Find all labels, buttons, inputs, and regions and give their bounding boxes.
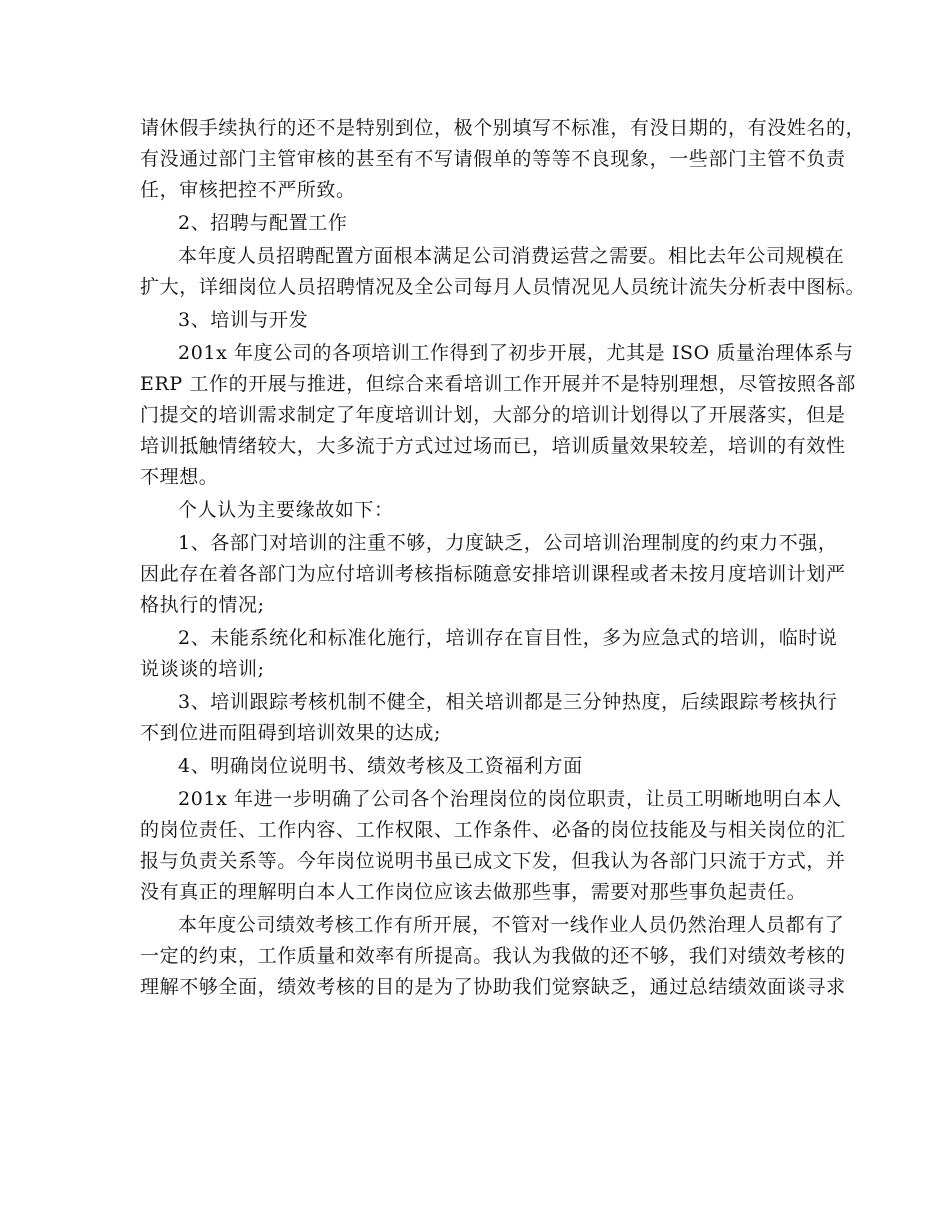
text-line: 2、未能系统化和标准化施行，培训存在盲目性，多为应急式的培训，临时说 xyxy=(178,627,838,649)
text-line: 报与负责关系等。今年岗位说明书虽已成文下发，但我认为各部门只流于方式，并 xyxy=(140,850,846,872)
text-line: 说谈谈的培训; xyxy=(140,658,265,680)
text-line: 201x 年度公司的各项培训工作得到了初步开展，尤其是 ISO 质量治理体系与 xyxy=(178,342,854,364)
text-line: 格执行的情况; xyxy=(140,594,265,616)
text-line: 不到位进而阻碍到培训效果的达成; xyxy=(140,722,442,744)
text-line: 3、培训与开发 xyxy=(178,309,309,331)
text-line: 201x 年进一步明确了公司各个治理岗位的岗位职责，让员工明晰地明白本人 xyxy=(178,788,842,810)
text-line: 理解不够全面，绩效考核的目的是为了协助我们觉察缺乏，通过总结绩效面谈寻求 xyxy=(140,976,846,998)
text-line: 1、各部门对培训的注重不够，力度缺乏，公司培训治理制度的约束力不强， xyxy=(178,532,838,554)
text-line: 4、明确岗位说明书、绩效考核及工资福利方面 xyxy=(178,755,583,777)
text-line: 任，审核把控不严所致。 xyxy=(140,179,356,201)
text-line: 请休假手续执行的还不是特别到位，极个别填写不标准，有没日期的，有没姓名的， xyxy=(140,117,866,139)
document-page xyxy=(140,113,866,1003)
text-line: 2、招聘与配置工作 xyxy=(178,212,348,234)
text-line: 3、培训跟踪考核机制不健全，相关培训都是三分钟热度，后续跟踪考核执行 xyxy=(178,691,838,713)
text-line: 扩大，详细岗位人员招聘情况及全公司每月人员情况见人员统计流失分析表中图标。 xyxy=(140,276,866,298)
text-line: 因此存在着各部门为应付培训考核指标随意安排培训课程或者未按月度培训计划严 xyxy=(140,563,846,585)
text-line: 门提交的培训需求制定了年度培训计划，大部分的培训计划得以了开展落实，但是 xyxy=(140,404,846,426)
text-line: ERP 工作的开展与推进，但综合来看培训工作开展并不是特别理想，尽管按照各部 xyxy=(140,373,856,395)
text-line: 一定的约束，工作质量和效率有所提高。我认为我做的还不够，我们对绩效考核的 xyxy=(140,945,846,967)
text-line: 的岗位责任、工作内容、工作权限、工作条件、必备的岗位技能及与相关岗位的汇 xyxy=(140,819,846,841)
text-line: 有没通过部门主管审核的甚至有不写请假单的等等不良现象，一些部门主管不负责 xyxy=(140,148,846,170)
text-line: 本年度人员招聘配置方面根本满足公司消费运营之需要。相比去年公司规模在 xyxy=(178,245,845,267)
text-line: 本年度公司绩效考核工作有所开展，不管对一线作业人员仍然治理人员都有了 xyxy=(178,914,845,936)
text-line: 不理想。 xyxy=(140,466,219,488)
text-line: 培训抵触情绪较大，大多流于方式过过场而已，培训质量效果较差，培训的有效性 xyxy=(140,435,846,457)
text-line: 个人认为主要缘故如下： xyxy=(178,499,394,521)
text-line: 没有真正的理解明白本人工作岗位应该去做那些事，需要对那些事负起责任。 xyxy=(140,881,807,903)
